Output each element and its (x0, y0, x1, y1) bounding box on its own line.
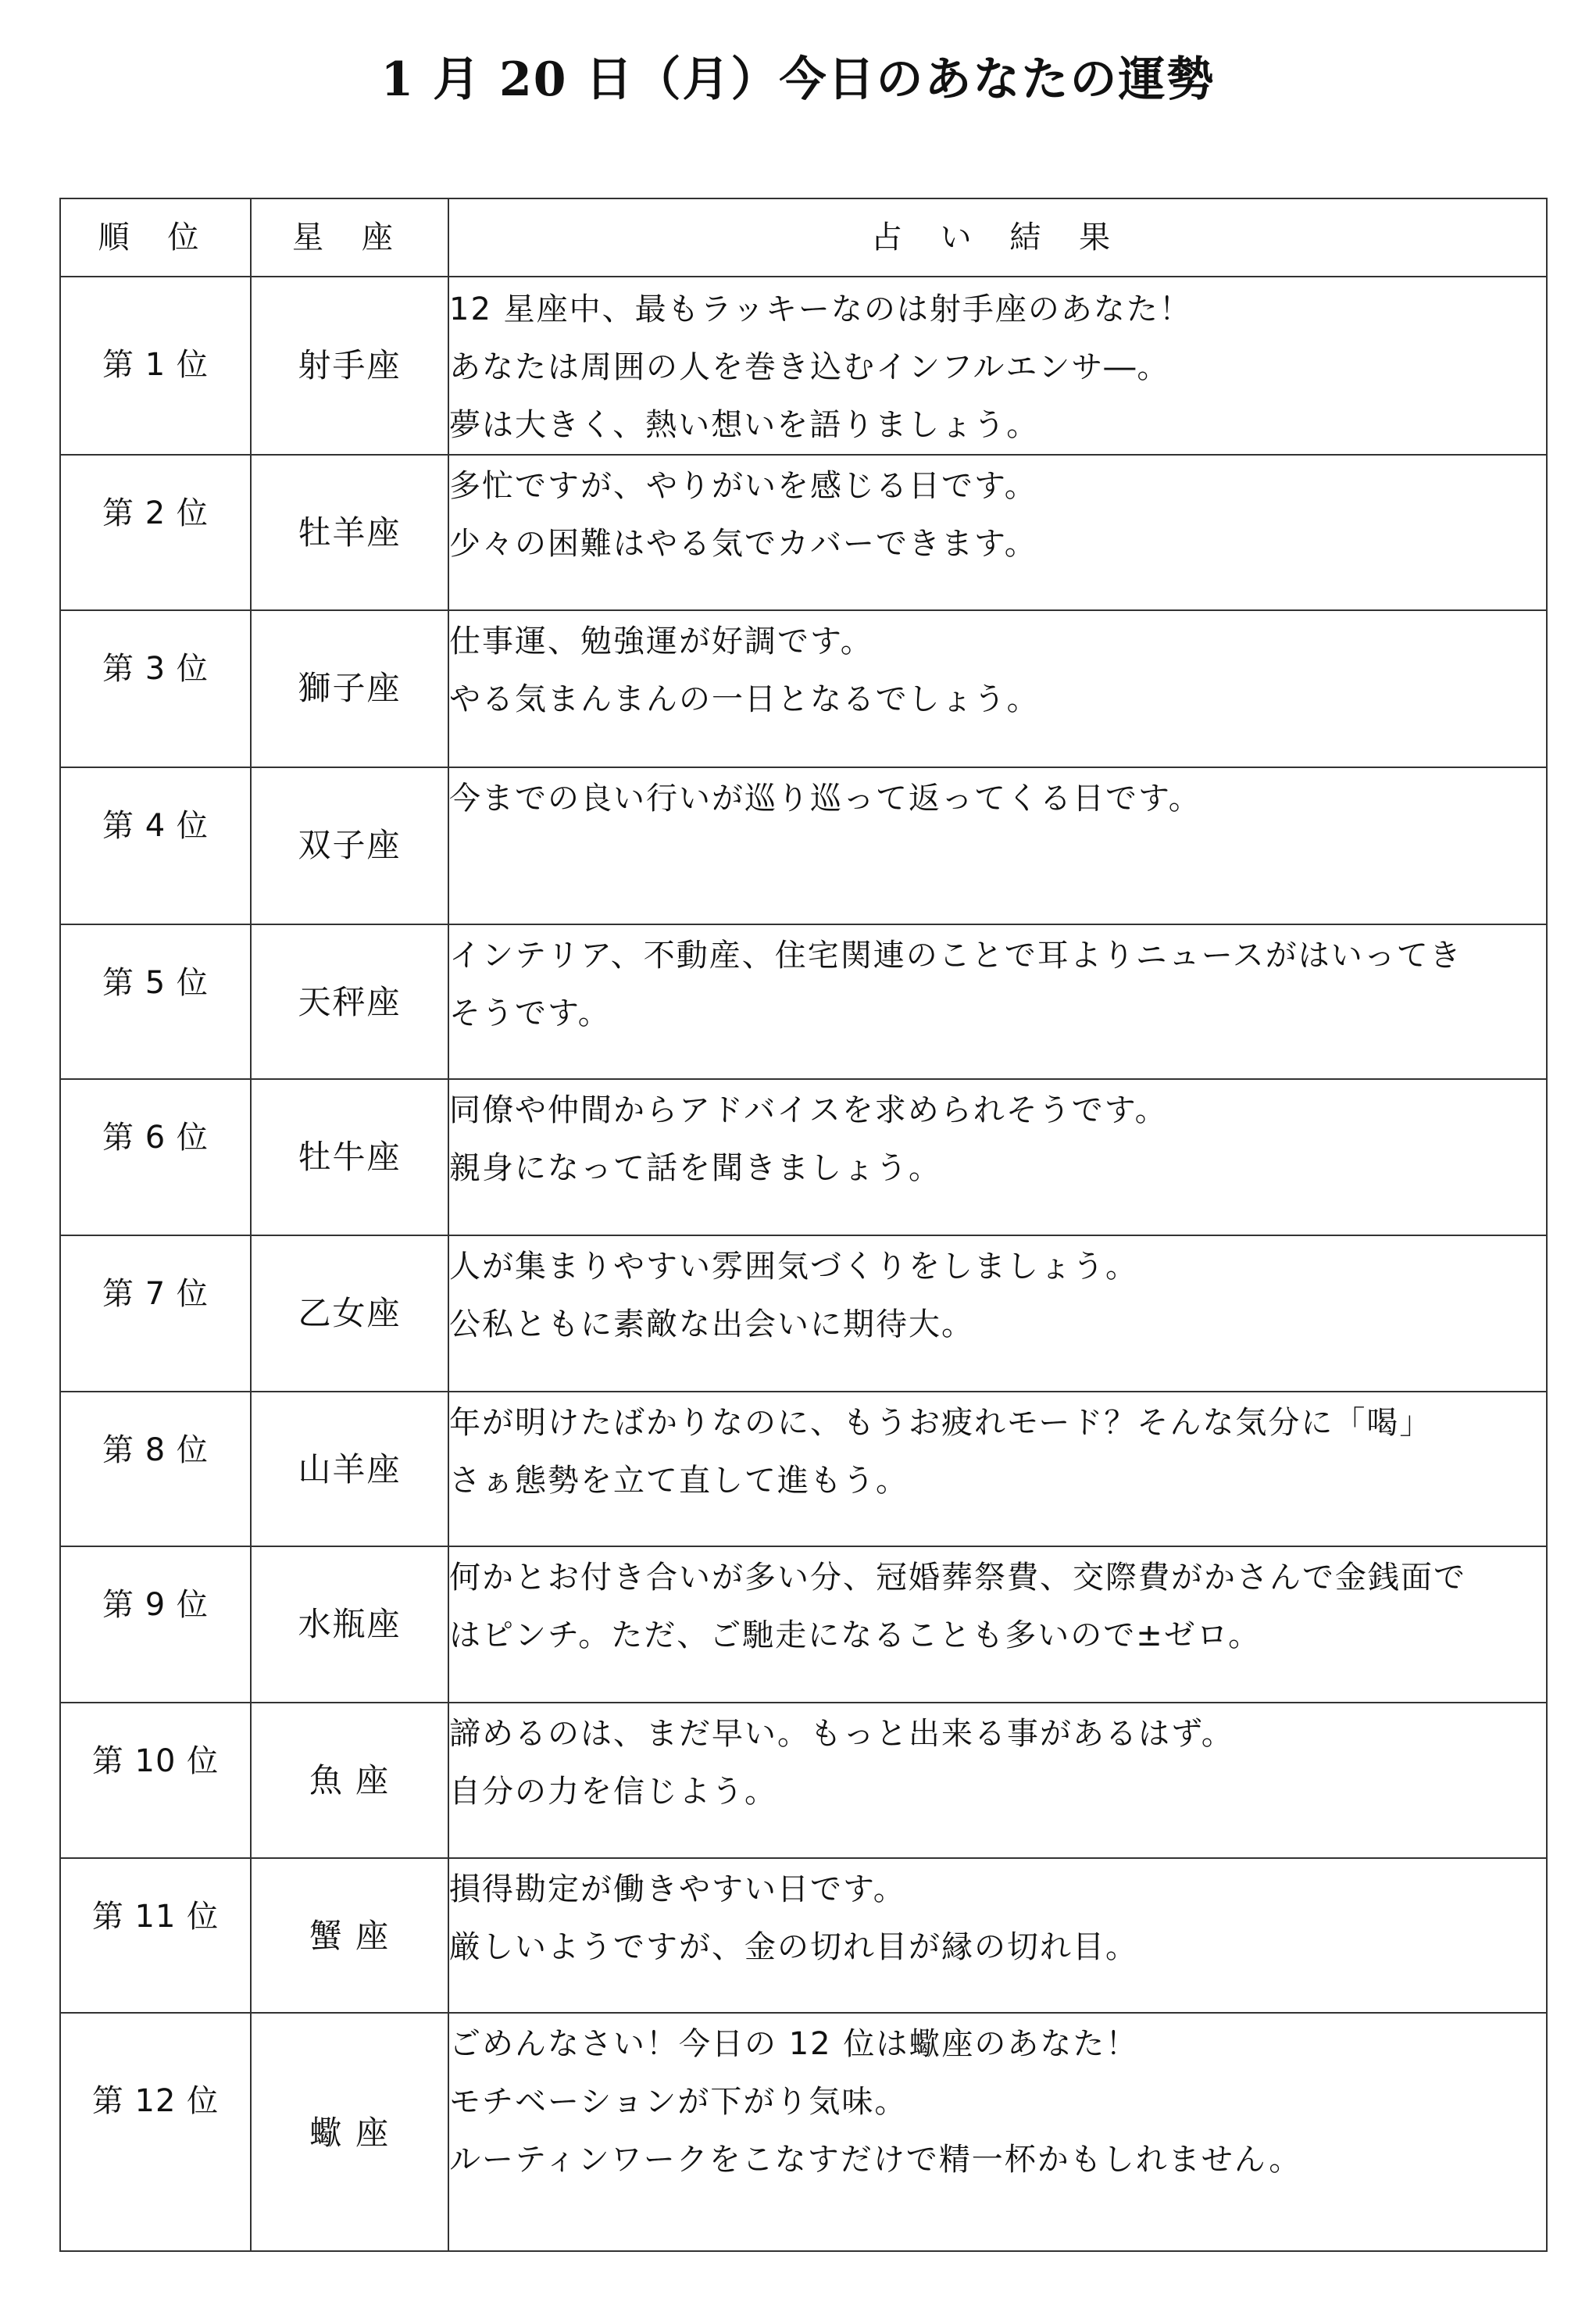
rank-cell: 第 2 位 (60, 455, 251, 610)
fortune-text-line: そうです。 (449, 995, 611, 1031)
fortune-result-cell (448, 1079, 1547, 1235)
fortune-text-line: 同僚や仲間からアドバイスを求められそうです。 (449, 1092, 1168, 1128)
fortune-text-line: 年が明けたばかりなのに、もうお疲れモード？そんな気分に「喝」 (449, 1405, 1433, 1441)
table-row (60, 1392, 1547, 1546)
rank-cell: 第 3 位 (60, 610, 251, 767)
fortune-result-cell (448, 610, 1547, 767)
fortune-text-line: 親身になって話を聞きましょう。 (449, 1150, 941, 1186)
fortune-result-cell (448, 1392, 1547, 1546)
rank-cell: 第 7 位 (60, 1235, 251, 1392)
table-row (60, 277, 1547, 455)
fortune-text-line: インテリア、不動産、住宅関連のことで耳よりニュースがはいってき (449, 938, 1462, 974)
zodiac-sign-cell: 蠍 座 (251, 2013, 448, 2251)
rank-cell: 第 11 位 (60, 1858, 251, 2013)
fortune-text-line: ごめんなさい！今日の 12 位は蠍座のあなた！ (449, 2026, 1139, 2062)
table-row (60, 1079, 1547, 1235)
rank-cell: 第 6 位 (60, 1079, 251, 1235)
rank-cell: 第 8 位 (60, 1392, 251, 1546)
fortune-result-cell (448, 1858, 1547, 2013)
fortune-text-line: 今までの良い行いが巡り巡って返ってくる日です。 (449, 781, 1201, 817)
zodiac-sign-cell: 魚 座 (251, 1703, 448, 1858)
fortune-result-cell (448, 277, 1547, 455)
fortune-result-cell (448, 1235, 1547, 1392)
fortune-text-line: 厳しいようですが、金の切れ目が縁の切れ目。 (449, 1929, 1138, 1965)
fortune-text-line: あなたは周囲の人を巻き込むインフルエンサ―。 (449, 349, 1170, 385)
fortune-text-line: はピンチ。ただ、ご馳走になることも多いので±ゼロ。 (449, 1617, 1262, 1653)
table-header-row (60, 198, 1547, 277)
fortune-text-line: 12 星座中、最もラッキーなのは射手座のあなた！ (449, 291, 1192, 327)
page-title: 1 月 20 日（月）今日のあなたの運勢 (380, 52, 1216, 107)
zodiac-sign-cell: 牡羊座 (251, 455, 448, 610)
zodiac-sign-cell: 天秤座 (251, 924, 448, 1079)
table-row (60, 1546, 1547, 1703)
table-row (60, 767, 1547, 924)
rank-cell: 第 1 位 (60, 277, 251, 455)
fortune-text-line: 損得勘定が働きやすい日です。 (449, 1871, 906, 1907)
fortune-text-line: 何かとお付き合いが多い分、冠婚葬祭費、交際費がかさんで金銭面で (449, 1560, 1466, 1596)
fortune-text-line: 公私ともに素敵な出会いに期待大。 (449, 1306, 974, 1342)
table-row (60, 455, 1547, 610)
table-row (60, 1235, 1547, 1392)
fortune-text-line: 少々の困難はやる気でカバーできます。 (449, 526, 1037, 562)
fortune-text-line: 多忙ですが、やりがいを感じる日です。 (449, 468, 1037, 504)
fortune-result-cell (448, 455, 1547, 610)
rank-cell: 第 12 位 (60, 2013, 251, 2251)
rank-cell: 第 9 位 (60, 1546, 251, 1703)
table-row (60, 924, 1547, 1079)
fortune-result-cell (448, 2013, 1547, 2251)
zodiac-sign-cell: 獅子座 (251, 610, 448, 767)
header-result: 占 い 結 果 (448, 198, 1547, 277)
header-sign: 星 座 (251, 198, 448, 277)
table-row (60, 610, 1547, 767)
table-row (60, 2013, 1547, 2251)
rank-cell: 第 4 位 (60, 767, 251, 924)
zodiac-sign-cell: 山羊座 (251, 1392, 448, 1546)
table-row (60, 1858, 1547, 2013)
fortune-table (59, 198, 1548, 2252)
fortune-text-line: 諦めるのは、まだ早い。もっと出来る事があるはず。 (449, 1716, 1234, 1752)
zodiac-sign-cell: 乙女座 (251, 1235, 448, 1392)
fortune-text-line: 仕事運、勉強運が好調です。 (449, 624, 873, 659)
rank-cell: 第 10 位 (60, 1703, 251, 1858)
fortune-text-line: 夢は大きく、熱い想いを語りましょう。 (449, 407, 1040, 443)
fortune-text-line: さぁ態勢を立て直して進もう。 (449, 1463, 909, 1499)
fortune-result-cell (448, 767, 1547, 924)
fortune-result-cell (448, 1546, 1547, 1703)
header-rank: 順 位 (60, 198, 251, 277)
fortune-result-cell (448, 924, 1547, 1079)
fortune-text-line: 人が集まりやすい雰囲気づくりをしましょう。 (449, 1249, 1138, 1285)
zodiac-sign-cell: 水瓶座 (251, 1546, 448, 1703)
zodiac-sign-cell: 射手座 (251, 277, 448, 455)
fortune-text-line: 自分の力を信じよう。 (449, 1774, 777, 1810)
fortune-result-cell (448, 1703, 1547, 1858)
fortune-text-line: モチベーションが下がり気味。 (449, 2084, 908, 2120)
zodiac-sign-cell: 蟹 座 (251, 1858, 448, 2013)
table-row (60, 1703, 1547, 1858)
fortune-text-line: やる気まんまんの一日となるでしょう。 (449, 681, 1040, 717)
zodiac-sign-cell: 牡牛座 (251, 1079, 448, 1235)
fortune-text-line: ルーティンワークをこなすだけで精一杯かもしれません。 (449, 2142, 1302, 2178)
rank-cell: 第 5 位 (60, 924, 251, 1079)
zodiac-sign-cell: 双子座 (251, 767, 448, 924)
